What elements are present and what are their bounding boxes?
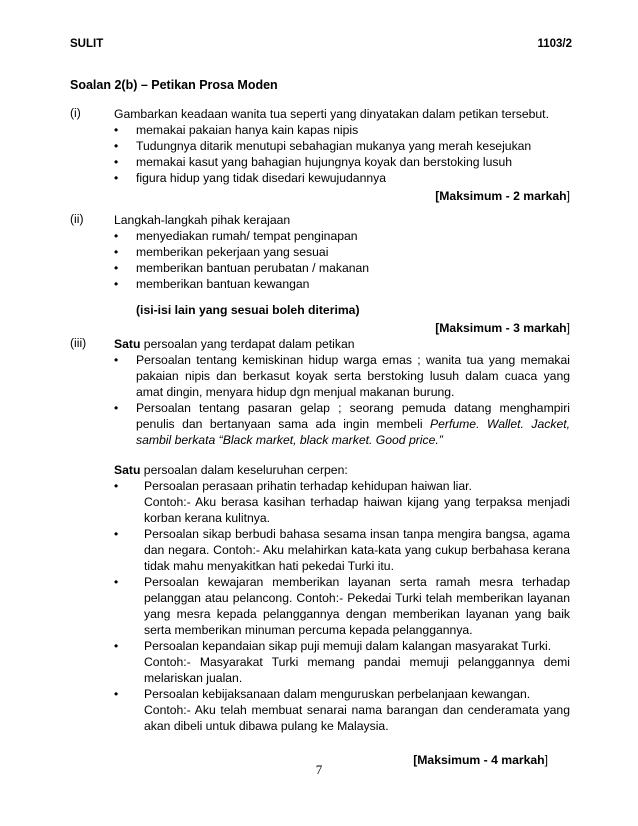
list-item-text: • Persoalan kebijaksanaan dalam menguruskan perbelanjaan kewangan. [144, 687, 531, 701]
answer-list [114, 122, 570, 186]
page-number: 7 [315, 762, 323, 777]
list-item: • Persoalan tentang kemiskinan hidup warga emas ; wanita tua yang memakai pakaian nipis dan berkasut koyak serta berstoking lusuh dalam cuaca yang amat dingin, menyara hidup dgn menjual makanan burung. [114, 352, 570, 400]
answer-list [114, 352, 570, 448]
list-item-text: • Persoalan kepandaian sikap puji memuji dalam kalangan masyarakat Turki. [144, 639, 552, 653]
list-item: • Tudungnya ditarik menutupi sebahagian mukanya yang merah kesejukan [114, 138, 570, 154]
max-marks-text: [Maksimum - 4 markah [413, 753, 545, 767]
list-item [114, 574, 570, 638]
list-item [114, 400, 570, 448]
header-right: 1103/2 [537, 38, 572, 50]
list-item: • memakai kasut yang bahagian hujungnya koyak dan berstoking lusuh [114, 154, 570, 170]
question-text: Gambarkan keadaan wanita tua seperti yang dinyatakan dalam petikan tersebut. [114, 107, 549, 121]
max-marks-bracket: ] [566, 321, 570, 335]
intro-bold: Satu [114, 463, 141, 477]
list-item: • memakai pakaian hanya kain kapas nipis [114, 122, 570, 138]
max-marks [114, 320, 570, 336]
list-item-example: Contoh:- Aku telah membuat senarai nama barangan dan cenderamata yang akan dibeli untuk dibawa pulang ke Malaysia. [144, 703, 570, 733]
question-number: (iii) [70, 336, 87, 350]
list-item-text: • Persoalan sikap berbudi bahasa sesama insan tanpa mengira bangsa, agama dan negara. Contoh:- Aku melahirkan kata-kata yang cukup berbahasa kerana tidak mahu menyakitkan hati pekedai Turki itu. [144, 527, 570, 573]
list-item [114, 526, 570, 574]
list-item-text: • Persoalan perasaan prihatin terhadap kehidupan haiwan liar. [144, 479, 472, 493]
intro-bold: Satu [114, 337, 141, 351]
question-number: (i) [70, 106, 81, 120]
answer-list [114, 228, 570, 292]
question-text: Langkah-langkah pihak kerajaan [114, 213, 291, 227]
note-text: (isi-isi lain yang sesuai boleh diterima) [136, 303, 360, 317]
list-item-text: • Persoalan kewajaran memberikan layanan serta ramah mesra terhadap pelanggan atau pelancong. Contoh:- Pekedai Turki telah memberikan layanan yang mesra kepada pelanggannya dengan memberikan layanan yang baik serta memberikan minuman percuma kepada pelanggannya. [144, 575, 570, 637]
list-item: • figura hidup yang tidak disedari kewujudannya [114, 170, 570, 186]
section-intro [114, 462, 570, 478]
answer-list [114, 478, 570, 734]
max-marks-text: [Maksimum - 2 markah [435, 189, 567, 203]
intro-rest: persoalan dalam keseluruhan cerpen: [140, 463, 348, 477]
list-item: • menyediakan rumah/ tempat penginapan [114, 228, 570, 244]
list-item-example: Contoh:- Masyarakat Turki memang pandai memuji pelanggannya demi melariskan jualan. [144, 655, 570, 685]
intro-rest: persoalan yang terdapat dalam petikan [140, 337, 355, 351]
question-number: (ii) [70, 212, 84, 226]
max-marks [114, 188, 570, 204]
header-left: SULIT [70, 38, 104, 50]
list-item-italic: Perfume. Wallet. Jacket, sambil berkata “Black market, black market. Good price.” [136, 417, 570, 447]
max-marks-bracket: ] [544, 753, 548, 767]
list-item-example: Contoh:- Aku berasa kasihan terhadap haiwan kijang yang terpaksa menjadi korban kerana kulitnya. [144, 495, 570, 525]
list-item-text: Persoalan tentang pasaran gelap ; seorang pemuda datang menghampiri penulis dan bertanyaan sama ada ingin membeli [136, 401, 570, 431]
page-title: Soalan 2(b) – Petikan Prosa Moden [70, 78, 278, 92]
list-item [114, 686, 570, 734]
list-item [114, 478, 570, 526]
max-marks-bracket: ] [566, 189, 570, 203]
list-item [114, 638, 570, 686]
section-intro [114, 336, 570, 352]
list-item: • memberikan bantuan perubatan / makanan [114, 260, 570, 276]
list-item: • memberikan pekerjaan yang sesuai [114, 244, 570, 260]
max-marks-text: [Maksimum - 3 markah [435, 321, 567, 335]
list-item: • memberikan bantuan kewangan [114, 276, 570, 292]
